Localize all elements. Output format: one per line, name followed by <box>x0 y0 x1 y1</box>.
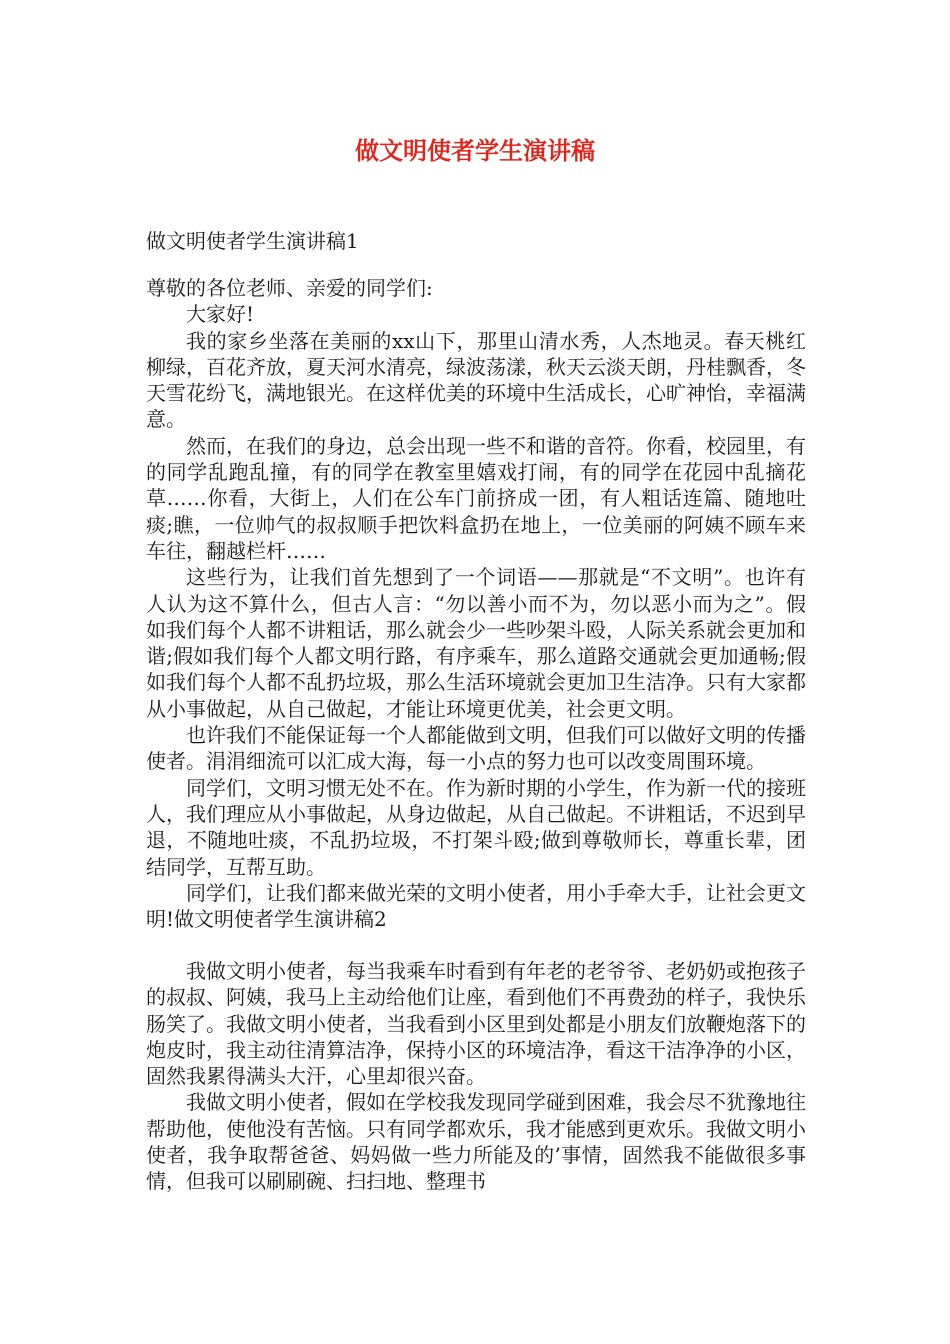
paragraph: 大家好! <box>186 302 255 327</box>
speech-2-body <box>146 958 806 1195</box>
paragraph: 我的家乡坐落在美丽的xx山下，那里山清水秀，人杰地灵。春天桃红柳绿，百花齐放，夏天河水清亮，绿波荡漾，秋天云淡天朗，丹桂飘香，冬天雪花纷飞，满地银光。在这样优美的环境中生活成长，心旷神怡，幸福满意。 <box>146 328 806 432</box>
paragraph: 然而，在我们的身边，总会出现一些不和谐的音符。你看，校园里，有的同学乱跑乱撞，有的同学在教室里嬉戏打闹，有的同学在花园中乱摘花草……你看，大街上，人们在公车门前挤成一团，有人粗话连篇、随地吐痰;瞧，一位帅气的叔叔顺手把饮料盒扔在地上，一位美丽的阿姨不顾车来车往，翻越栏杆…… <box>146 433 806 563</box>
paragraph: 同学们，文明习惯无处不在。作为新时期的小学生，作为新一代的接班人，我们理应从小事做起，从身边做起，从自己做起。不讲粗话，不迟到早退，不随地吐痰，不乱扔垃圾，不打架斗殴;做到尊敬师长，尊重长辈，团结同学，互帮互助。 <box>146 775 806 879</box>
paragraph: 我做文明小使者，每当我乘车时看到有年老的老爷爷、老奶奶或抱孩子的叔叔、阿姨，我马上主动给他们让座，看到他们不再费劲的样子，我快乐肠笑了。我做文明小使者，当我看到小区里到处都是小朋友们放鞭炮落下的炮皮时，我主动往清算洁净，保持小区的环境洁净，看这干洁净净的小区，固然我累得满头大汗，心里却很兴奋。 <box>146 959 806 1089</box>
speech-1-heading: 做文明使者学生演讲稿1 <box>146 229 359 253</box>
paragraph: 这些行为，让我们首先想到了一个词语——那就是“不文明”。也许有人认为这不算什么，但古人言：“勿以善小而不为，勿以恶小而为之”。假如我们每个人都不讲粗话，那么就会少一些吵架斗殴，人际关系就会更加和谐;假如我们每个人都文明行路，有序乘车，那么道路交通就会更加通畅;假如我们每个人都不乱扔垃圾，那么生活环境就会更加卫生洁净。只有大家都从小事做起，从自己做起，才能让环境更优美，社会更文明。 <box>146 565 806 721</box>
document-title: 做文明使者学生演讲稿 <box>355 137 595 165</box>
greeting: 尊敬的各位老师、亲爱的同学们: <box>146 276 433 300</box>
speech-1-body <box>146 275 806 932</box>
paragraph: 我做文明小使者，假如在学校我发现同学碰到困难，我会尽不犹豫地往帮助他，使他没有苦恼。只有同学都欢乐，我才能感到更欢乐。我做文明小使者，我争取帮爸爸、妈妈做一些力所能及的’事情，固然我不能做很多事情，但我可以刷刷碗、扫扫地、整理书 <box>146 1090 806 1194</box>
paragraph: 也许我们不能保证每一个人都能做到文明，但我们可以做好文明的传播使者。涓涓细流可以汇成大海，每一小点的努力也可以改变周围环境。 <box>146 723 806 774</box>
paragraph: 同学们，让我们都来做光荣的文明小使者，用小手牵大手，让社会更文明!做文明使者学生演讲稿2 <box>146 880 806 932</box>
